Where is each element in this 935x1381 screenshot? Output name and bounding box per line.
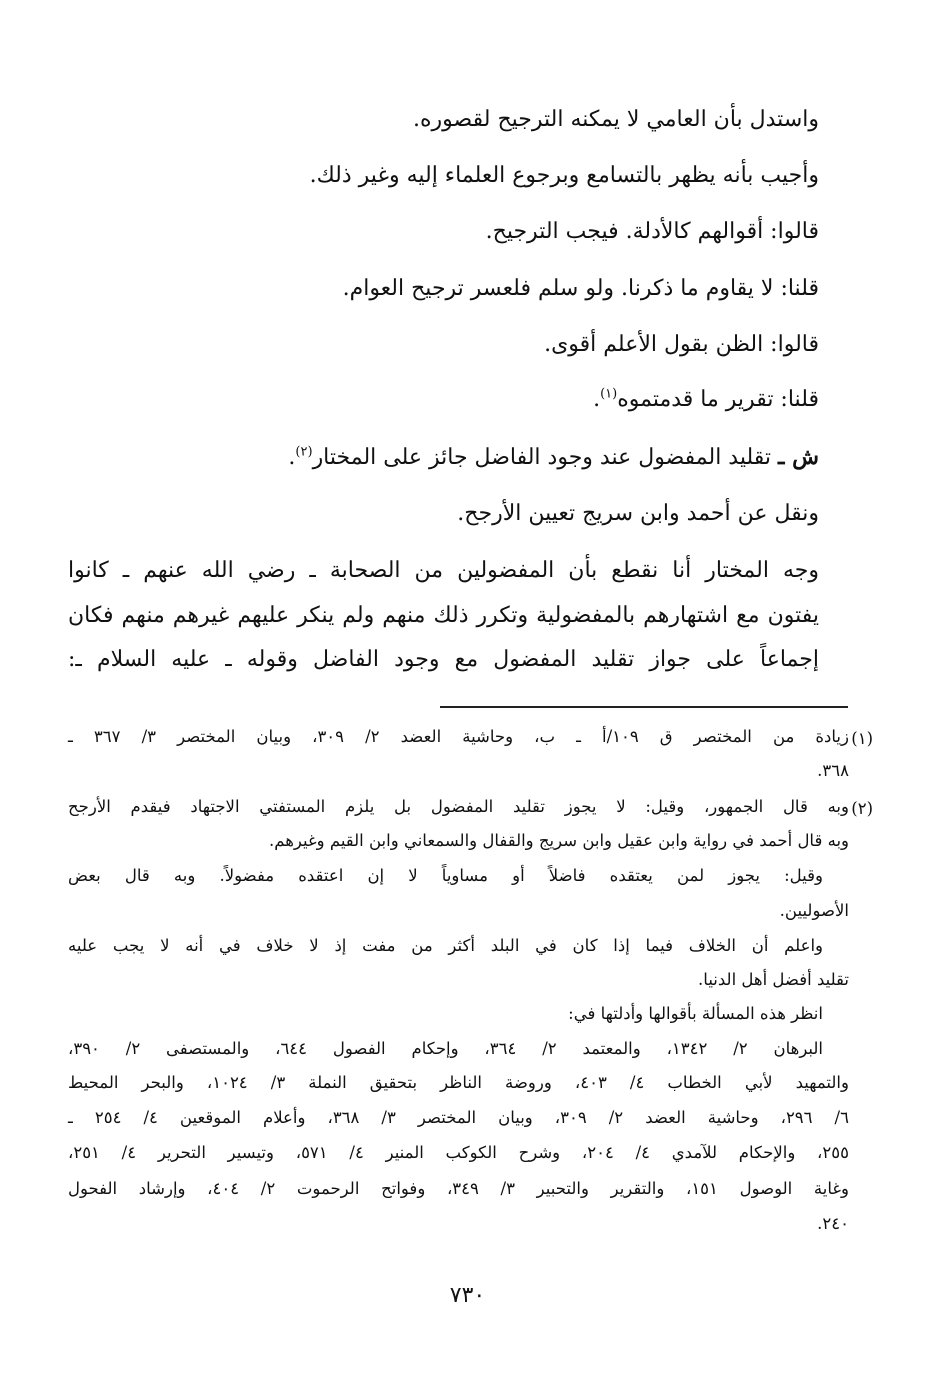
- body-line-7-period: .: [288, 445, 296, 470]
- footnote-1-line-2: ٣٦٨.: [817, 761, 849, 780]
- footnote-separator: [440, 706, 848, 708]
- footnote-2-marker: (٢): [851, 799, 873, 818]
- body-line-4: قلنا: لا يقاوم ما ذكرنا. ولو سلم فلعسر ترجيح العوام.: [342, 276, 819, 301]
- body-line-8: ونقل عن أحمد وابن سريج تعيين الأرجح.: [457, 501, 819, 526]
- body-line-6-text: قلنا: تقرير ما قدمتموه: [617, 387, 819, 412]
- footnote-2-line-8: البرهان ٢/ ١٣٤٢، والمعتمد ٢/ ٣٦٤، وإحكام الفصول ٦٤٤، والمستصفى ٢/ ٣٩٠،: [68, 1039, 824, 1058]
- footnote-2-line-3: وقيل: يجوز لمن يعتقده فاضلاً أو مساوياً لا إن اعتقده مفضولاً. وبه قال بعض: [68, 866, 823, 885]
- body-line-9: وجه المختار أنا نقطع بأن المفضولين من الصحابة ـ رضي الله عنهم ـ كانوا: [68, 558, 819, 583]
- footnote-2-line-4: الأصوليين.: [779, 901, 849, 920]
- footnote-2-line-2: وبه قال أحمد في رواية وابن عقيل وابن سريج والقفال والسمعاني وابن القيم وغيرهم.: [268, 831, 849, 850]
- body-line-10: يفتون مع اشتهارهم بالمفضولية وتكرر ذلك منهم ولم ينكر عليهم غيرهم منهم فكان: [68, 603, 819, 628]
- body-line-6: [593, 386, 819, 412]
- footnote-1-marker: (١): [851, 729, 873, 748]
- body-line-5: قالوا: الظن بقول الأعلم أقوى.: [544, 332, 819, 357]
- body-line-11: إجماعاً على جواز تقليد المفضول مع وجود الفاضل وقوله ـ عليه السلام ـ:: [68, 647, 819, 672]
- footnote-2-line-7: انظر هذه المسألة بأقوالها وأدلتها في:: [568, 1004, 823, 1023]
- body-line-3: قالوا: أقوالهم كالأدلة. فيجب الترجيح.: [485, 219, 819, 244]
- footnote-2-line-12: وغاية الوصول ١٥١، والتقرير والتحبير ٣/ ٣٤٩، وفواتح الرحموت ٢/ ٤٠٤، وإرشاد الفحول: [68, 1179, 849, 1198]
- footnote-2-line-6: تقليد أفضل أهل الدنيا.: [698, 970, 849, 989]
- footnote-2-line-13: ٢٤٠.: [817, 1214, 849, 1233]
- shin-label: ش ـ: [778, 444, 819, 470]
- footnote-2-line-1: وبه قال الجمهور، وقيل: لا يجوز تقليد المفضول بل يلزم المستفتي الاجتهاد فيقدم الأرجح: [68, 797, 849, 816]
- footnote-1-line-1: زيادة من المختصر ق ١٠٩/أ ـ ب، وحاشية العضد ٢/ ٣٠٩، وبيان المختصر ٣/ ٣٦٧ ـ: [68, 727, 849, 746]
- body-line-6-period: .: [593, 387, 601, 412]
- footnote-2-line-5: واعلم أن الخلاف فيما إذا كان في البلد أكثر من مفت إذ لا خلاف في أنه لا يجب عليه: [68, 936, 823, 955]
- footnote-2-line-10: ٦/ ٢٩٦، وحاشية العضد ٢/ ٣٠٩، وبيان المختصر ٣/ ٣٦٨، وأعلام الموقعين ٤/ ٢٥٤ ـ: [68, 1108, 849, 1127]
- body-line-7: [288, 446, 819, 469]
- footnote-ref-1: (١): [600, 386, 618, 402]
- footnote-2-line-11: ٢٥٥، والإحكام للآمدي ٤/ ٢٠٤، وشرح الكوكب المنير ٤/ ٥٧١، وتيسير التحرير ٤/ ٢٥١،: [68, 1143, 849, 1162]
- body-line-1: واستدل بأن العامي لا يمكنه الترجيح لقصوره.: [413, 107, 819, 132]
- body-line-2: وأجيب بأنه يظهر بالتسامع وبرجوع العلماء إليه وغير ذلك.: [309, 163, 819, 188]
- page-number: ٧٣٠: [449, 1283, 486, 1308]
- body-line-7-text: تقليد المفضول عند وجود الفاضل جائز على المختار: [312, 445, 772, 470]
- footnote-2-line-9: والتمهيد لأبي الخطاب ٤/ ٤٠٣، وروضة الناظر بتحقيق النملة ٣/ ١٠٢٤، والبحر المحيط: [68, 1073, 849, 1092]
- footnote-ref-2: (٢): [295, 444, 313, 460]
